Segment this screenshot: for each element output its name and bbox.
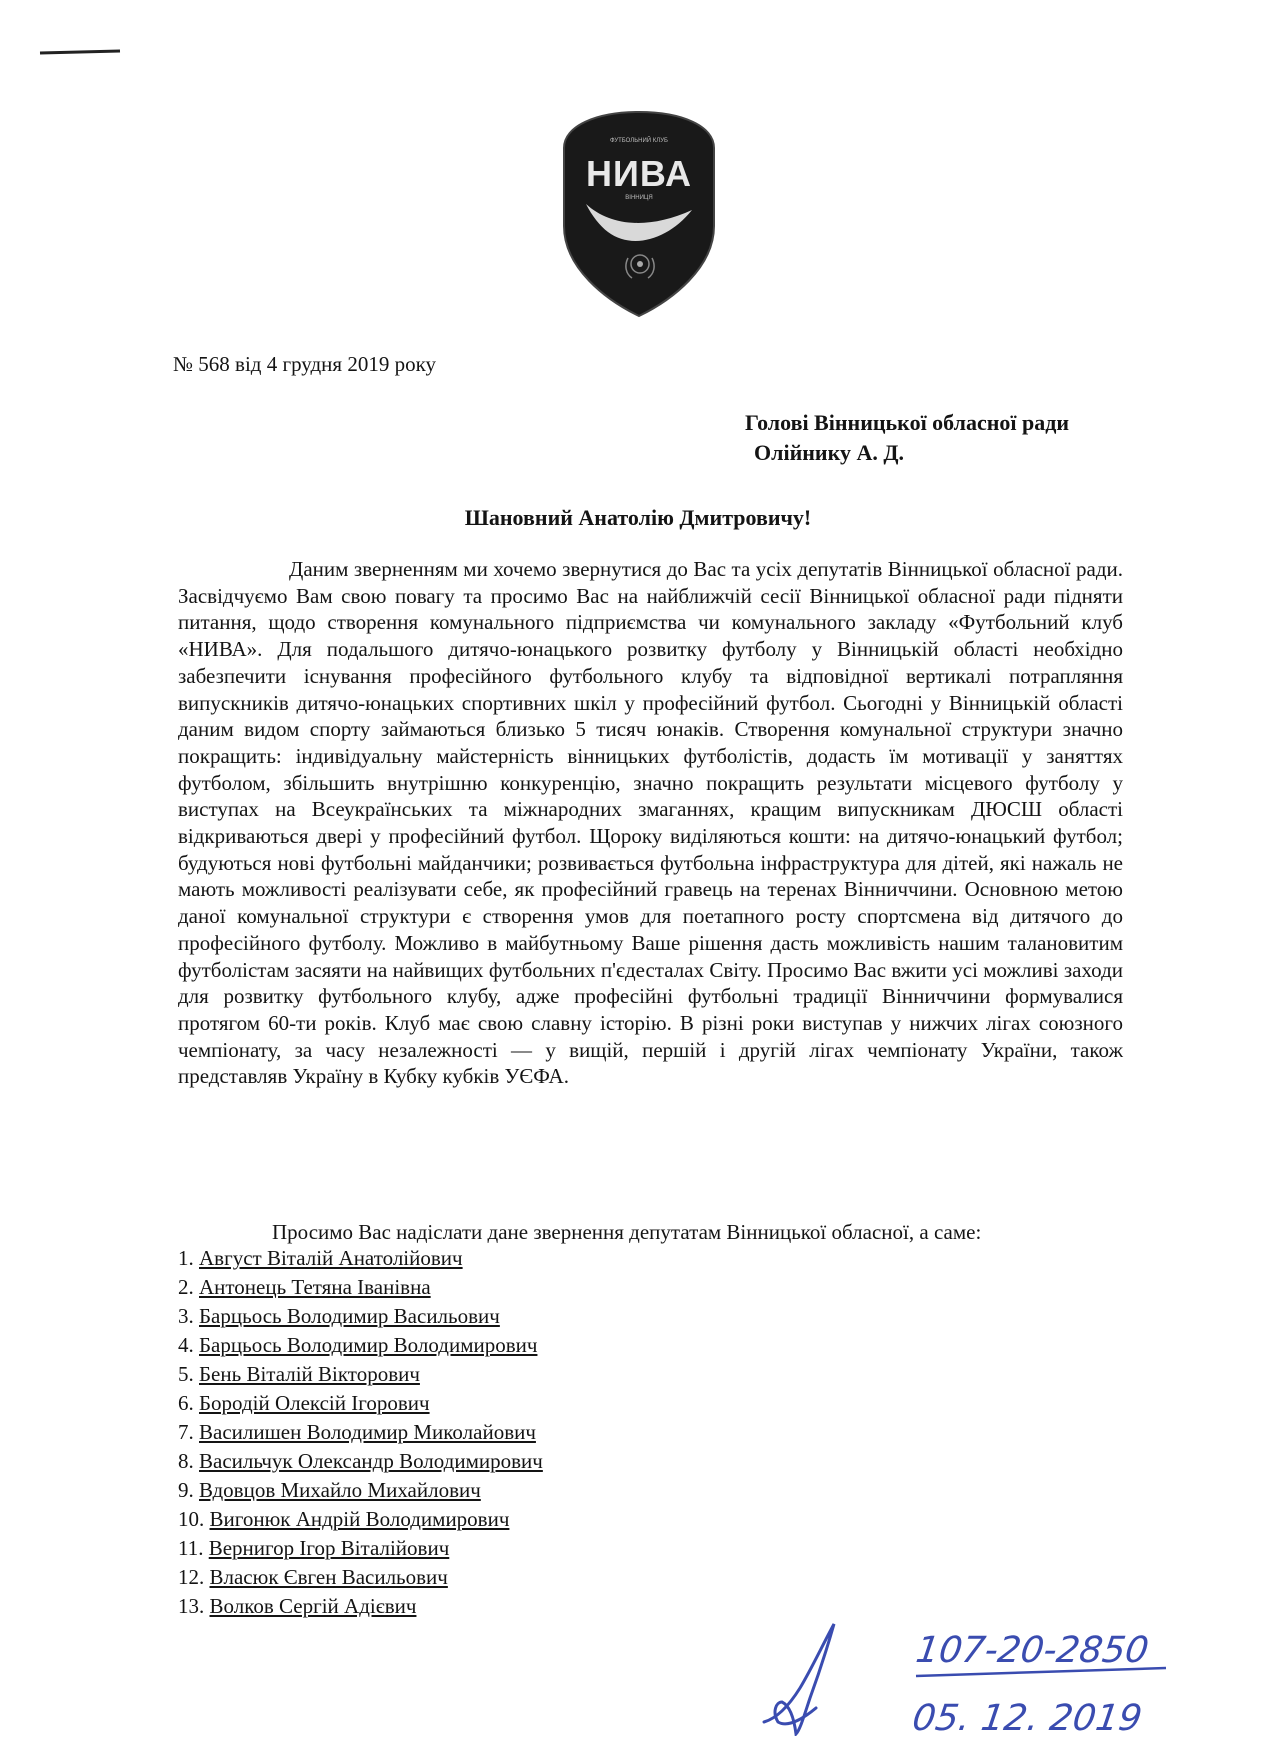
letter-reference: № 568 від 4 грудня 2019 року — [173, 352, 436, 376]
deputy-name: Барцьось Володимир Васильович — [199, 1304, 500, 1328]
deputy-item — [178, 1331, 543, 1360]
deputy-name: Бородій Олексій Ігорович — [199, 1391, 430, 1415]
deputy-name: Антонець Тетяна Іванівна — [199, 1275, 431, 1299]
deputy-item — [178, 1447, 543, 1476]
addressee — [745, 408, 1069, 468]
deputy-item — [178, 1302, 543, 1331]
deputy-item — [178, 1592, 543, 1621]
deputy-name: Вдовцов Михайло Михайлович — [199, 1478, 481, 1502]
logo-small-bottom: ВІННИЦЯ — [625, 195, 653, 201]
deputy-name: Власюк Євген Васильович — [209, 1565, 448, 1589]
deputy-item — [178, 1360, 543, 1389]
registration-stamp — [910, 1610, 1180, 1750]
deputy-item — [178, 1244, 543, 1273]
club-logo — [556, 108, 722, 320]
deputy-name: Васильчук Олександр Володимирович — [199, 1449, 543, 1473]
deputies-list — [178, 1244, 543, 1621]
deputy-number: 2. — [178, 1275, 194, 1299]
registration-number: 107-20-2850 — [913, 1628, 1152, 1671]
handwritten-signature — [760, 1618, 842, 1736]
deputy-item — [178, 1389, 543, 1418]
deputy-name: Вигонюк Андрій Володимирович — [209, 1507, 510, 1531]
deputy-name: Бень Віталій Вікторович — [199, 1362, 420, 1386]
registration-date: 05. 12. 2019 — [910, 1696, 1145, 1739]
deputy-number: 10. — [178, 1507, 205, 1531]
deputy-name: Василишен Володимир Миколайович — [199, 1420, 536, 1444]
deputy-name: Август Віталій Анатолійович — [199, 1246, 463, 1270]
deputy-item — [178, 1505, 543, 1534]
addressee-line-2: Олійнику А. Д. — [754, 440, 904, 465]
scan-mark — [38, 48, 122, 56]
deputy-name: Волков Сергій Адієвич — [209, 1594, 417, 1618]
deputy-item — [178, 1563, 543, 1592]
logo-small-top: ФУТБОЛЬНИЙ КЛУБ — [610, 138, 668, 144]
logo-wordmark: НИВА — [585, 153, 693, 194]
deputy-number: 4. — [178, 1333, 194, 1357]
salutation: Шановний Анатолію Дмитровичу! — [464, 505, 812, 530]
deputy-item — [178, 1476, 543, 1505]
deputy-name: Вернигор Ігор Віталійович — [208, 1536, 450, 1560]
deputy-item — [178, 1534, 543, 1563]
request-line: Просимо Вас надіслати дане звернення депутатам Вінницької обласної, а саме: — [272, 1220, 982, 1244]
deputy-number: 11. — [178, 1536, 204, 1560]
body-paragraph: Даним зверненням ми хочемо звернутися до Вас та усіх депутатів Вінницької обласної ради. Засвідчуємо Вам свою повагу та просимо Вас на найближчій сесії Вінницької обласної ради підняти питання, щодо створення комунального підприємства чи комунального закладу «Футбольний клуб «НИВА». Для подальшого дитячо-юнацького розвитку футболу у Вінницькій області необхідно забезпечити існування професійного футбольного клубу та відповідної вертикалі потрапляння випускників дитячо-юнацьких спортивних шкіл у професійний футбол. Сьогодні у Вінницькій області даним видом спорту займаються близько 5 тисяч юнаків. Створення комунальної структури значно покращить: індивідуальну майстерність вінницьких футболістів, додасть їм мотивації у заняттях футболом, збільшить внутрішню конкуренцію, значно покращить результати місцевого футболу у виступах на Всеукраїнських та міжнародних змаганнях, кращим випускникам ДЮСШ області відкриваються двері у професійний футбол. Щороку виділяються кошти: на дитячо-юнацький футбол; будуються нові футбольні майданчики; розвивається футбольна інфраструктура для дітей, які нажаль не мають можливості реалізувати себе, як професійний гравець на теренах Вінниччини. Основною метою даної комунальної структури є створення умов для поетапного росту спортсмена від дитячого до професійного футболу. Можливо в майбутньому Ваше рішення дасть можливість нашим талановитим футболістам засяяти на найвищих футбольних п'єдесталах Світу. Просимо Вас вжити усі можливі заходи для розвитку футбольного клубу, адже професійні футбольні традиції Вінниччини формувалися протягом 60-ти років. Клуб має свою славну історію. В різні роки виступав у нижчих лігах союзного чемпіонату, за часу незалежності — у вищій, першій і другій лігах чемпіонату України, також представляв Україну в Кубку кубків УЄФА. — [178, 557, 1123, 1089]
deputy-item — [178, 1418, 543, 1447]
deputy-number: 6. — [178, 1391, 194, 1415]
deputy-number: 8. — [178, 1449, 194, 1473]
deputy-number: 1. — [178, 1246, 194, 1270]
deputy-number: 7. — [178, 1420, 194, 1444]
deputy-number: 3. — [178, 1304, 194, 1328]
deputy-number: 13. — [178, 1594, 205, 1618]
deputy-number: 5. — [178, 1362, 194, 1386]
deputy-item — [178, 1273, 543, 1302]
deputy-number: 12. — [178, 1565, 205, 1589]
deputy-number: 9. — [178, 1478, 194, 1502]
deputy-name: Барцьось Володимир Володимирович — [199, 1333, 538, 1357]
letter-body — [178, 556, 1123, 1090]
addressee-line-1: Голові Вінницької обласної ради — [745, 410, 1070, 435]
